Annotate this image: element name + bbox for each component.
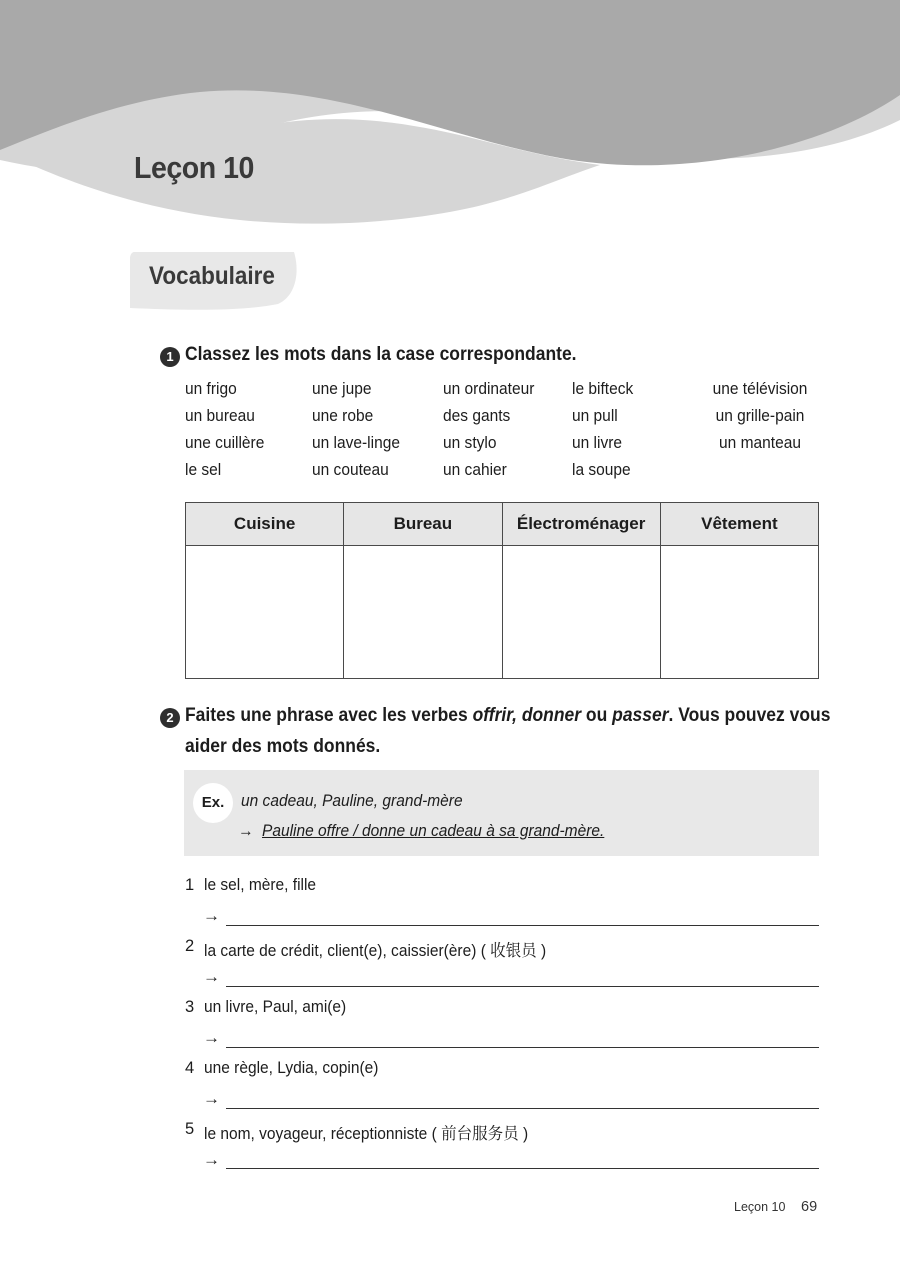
word-bank-item: le bifteck xyxy=(572,380,634,398)
word-bank-item: un ordinateur xyxy=(443,380,535,398)
arrow-icon: → xyxy=(203,1028,220,1047)
example-label: Ex. xyxy=(193,783,233,823)
word-bank-item: une cuillère xyxy=(185,434,265,452)
word-bank-item: une télévision xyxy=(712,380,808,398)
instruction-verbs: offrir, donner xyxy=(472,705,582,726)
word-bank-item: une jupe xyxy=(312,380,372,398)
item-number: 2 xyxy=(185,937,195,955)
exercise-1-instruction: Classez les mots dans la case correspondante. xyxy=(185,344,577,365)
instruction-text: Faites une phrase avec les verbes xyxy=(185,705,473,726)
instruction-text: ou xyxy=(581,705,613,726)
answer-line[interactable] xyxy=(226,1168,819,1169)
answer-cell-vetement[interactable] xyxy=(660,546,818,679)
table-answer-row xyxy=(186,546,819,679)
word-bank-item: un stylo xyxy=(443,434,497,452)
table-header-row xyxy=(186,503,819,546)
lesson-title: Leçon 10 xyxy=(134,150,254,185)
word-bank-item: un cahier xyxy=(443,461,507,479)
classification-table xyxy=(185,502,819,679)
word-bank-item: un pull xyxy=(572,407,618,425)
word-bank-item: le sel xyxy=(185,461,222,479)
item-number: 1 xyxy=(185,876,195,894)
header-wave-decoration xyxy=(0,0,900,240)
page-number: 69 xyxy=(801,1199,818,1215)
answer-cell-electromenager[interactable] xyxy=(502,546,660,679)
item-prompt: le sel, mère, fille xyxy=(204,876,317,894)
instruction-verb: passer xyxy=(612,705,669,726)
word-bank-item: un manteau xyxy=(719,434,801,452)
word-bank-item: la soupe xyxy=(572,461,631,479)
item-prompt: le nom, voyageur, réceptionniste ( 前台服务员 ) xyxy=(204,1125,529,1143)
exercise-2-instruction-line2: aider des mots donnés. xyxy=(185,736,381,757)
item-prompt: un livre, Paul, ami(e) xyxy=(204,998,347,1016)
item-number: 5 xyxy=(185,1120,195,1138)
word-bank-item: un lave-linge xyxy=(312,434,400,452)
arrow-icon: → xyxy=(203,967,220,986)
arrow-icon: → xyxy=(203,906,220,925)
example-box xyxy=(184,770,819,856)
answer-line[interactable] xyxy=(226,1108,819,1109)
table-header-vetement: Vêtement xyxy=(660,503,818,546)
example-answer: Pauline offre / donne un cadeau à sa grand-mère. xyxy=(262,822,605,840)
answer-cell-cuisine[interactable] xyxy=(186,546,344,679)
answer-line[interactable] xyxy=(226,1047,819,1048)
table-header-electromenager: Électroménager xyxy=(502,503,660,546)
word-bank-item: un couteau xyxy=(312,461,389,479)
table-header-cuisine: Cuisine xyxy=(186,503,344,546)
item-prompt: la carte de crédit, client(e), caissier(ère) ( 收银员 ) xyxy=(204,942,547,960)
word-bank-item: un grille-pain xyxy=(715,407,805,425)
example-prompt: un cadeau, Pauline, grand-mère xyxy=(241,792,463,810)
word-bank-item: un livre xyxy=(572,434,623,452)
exercise-2-number: 2 xyxy=(160,708,180,728)
arrow-icon: → xyxy=(203,1150,220,1169)
instruction-text: . Vous pouvez vous xyxy=(668,705,831,726)
section-title: Vocabulaire xyxy=(149,262,275,290)
answer-line[interactable] xyxy=(226,986,819,987)
item-prompt: une règle, Lydia, copin(e) xyxy=(204,1059,379,1077)
word-bank-item: des gants xyxy=(443,407,511,425)
item-number: 4 xyxy=(185,1059,195,1077)
table-header-bureau: Bureau xyxy=(344,503,502,546)
item-number: 3 xyxy=(185,998,195,1016)
example-arrow: → xyxy=(238,822,254,840)
footer-lesson-label: Leçon 10 xyxy=(734,1200,786,1214)
word-bank-item: une robe xyxy=(312,407,374,425)
answer-line[interactable] xyxy=(226,925,819,926)
exercise-2-instruction xyxy=(185,705,830,727)
word-bank-item: un bureau xyxy=(185,407,255,425)
word-bank-item: un frigo xyxy=(185,380,237,398)
arrow-icon: → xyxy=(203,1089,220,1108)
answer-cell-bureau[interactable] xyxy=(344,546,502,679)
exercise-1-number: 1 xyxy=(160,347,180,367)
